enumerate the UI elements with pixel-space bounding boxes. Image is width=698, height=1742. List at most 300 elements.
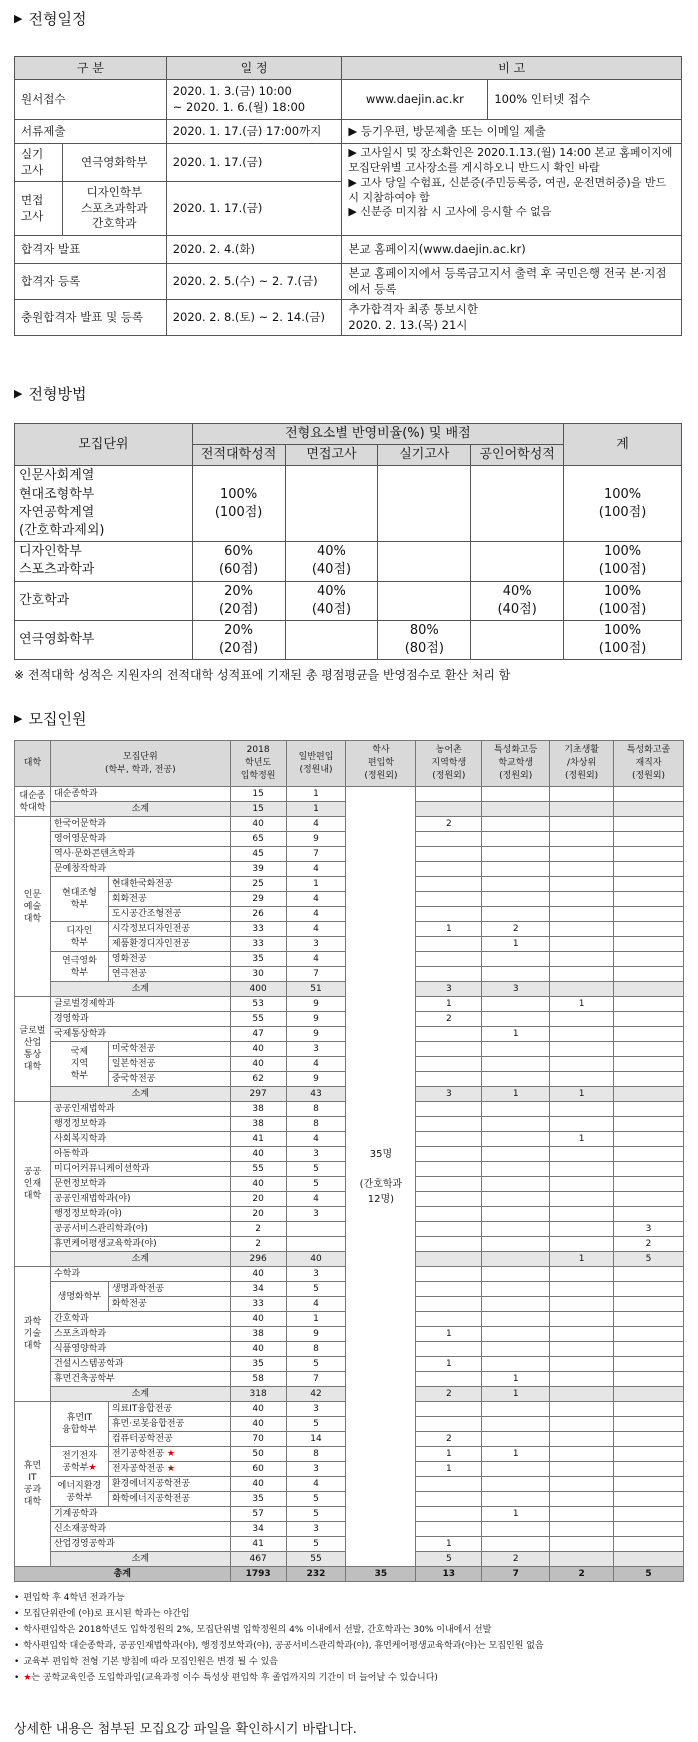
transfer-count: 4	[286, 817, 346, 832]
vocational-count: 2	[482, 922, 550, 937]
welfare-count	[550, 1222, 614, 1237]
worker-count	[614, 1147, 684, 1162]
quota-2018: 20	[230, 1207, 286, 1222]
recruit-header-cell: 학사 편입학 (정원외)	[346, 741, 416, 787]
unit-name: 글로벌경제학과	[50, 997, 230, 1012]
quota-2018: 40	[230, 1417, 286, 1432]
method-row	[15, 466, 682, 542]
quota-2018: 40	[230, 1477, 286, 1492]
quota-2018: 57	[230, 1507, 286, 1522]
rural-count	[416, 1402, 482, 1417]
quota-2018: 65	[230, 832, 286, 847]
transfer-count: 4	[286, 1132, 346, 1147]
rural-count	[416, 967, 482, 982]
rural-count	[416, 1057, 482, 1072]
rural-count	[416, 937, 482, 952]
star-icon: ★	[23, 1673, 32, 1683]
quota-2018: 30	[230, 967, 286, 982]
welfare-count	[550, 1372, 614, 1387]
worker-count	[614, 1027, 684, 1042]
vocational-count	[482, 907, 550, 922]
quota-2018: 35	[230, 952, 286, 967]
welfare-count	[550, 1297, 614, 1312]
subtotal-value: 297	[230, 1087, 286, 1102]
college-name: 인문 예술 대학	[15, 817, 51, 997]
rural-count	[416, 1177, 482, 1192]
welfare-count	[550, 1492, 614, 1507]
language-score: 40% (40점)	[471, 581, 564, 620]
bullet-icon: •	[14, 1625, 20, 1635]
vocational-count	[482, 1222, 550, 1237]
welfare-count	[550, 1177, 614, 1192]
rural-count	[416, 1417, 482, 1432]
language-score	[471, 466, 564, 542]
quota-2018: 2	[230, 1237, 286, 1252]
interview-score	[285, 620, 378, 659]
worker-count	[614, 1462, 684, 1477]
welfare-count: 1	[550, 997, 614, 1012]
quota-2018: 40	[230, 1177, 286, 1192]
worker-count	[614, 922, 684, 937]
welfare-count	[550, 877, 614, 892]
welfare-count: 1	[550, 1132, 614, 1147]
star-icon: ★	[166, 1464, 175, 1474]
transfer-count: 4	[286, 1297, 346, 1312]
triangle-bullet-icon: ▶	[14, 387, 23, 400]
subtotal-label: 소계	[50, 1387, 230, 1402]
worker-count	[614, 1372, 684, 1387]
worker-count	[614, 1342, 684, 1357]
transfer-count: 5	[286, 1507, 346, 1522]
college-name: 글로벌 산업 통상 대학	[15, 997, 51, 1102]
method-header-unit: 모집단위	[15, 424, 193, 466]
vocational-count	[482, 1402, 550, 1417]
transfer-count: 4	[286, 922, 346, 937]
division-name: 휴먼IT 융합학부	[50, 1402, 108, 1447]
quota-2018: 38	[230, 1117, 286, 1132]
transfer-count: 3	[286, 1042, 346, 1057]
quota-2018: 35	[230, 1492, 286, 1507]
unit-name: 수학과	[50, 1267, 230, 1282]
welfare-count	[550, 1432, 614, 1447]
vocational-count	[482, 1267, 550, 1282]
worker-count: 2	[614, 1237, 684, 1252]
quota-2018: 60	[230, 1462, 286, 1477]
major-name: 컴퓨터공학전공	[108, 1432, 230, 1447]
transfer-count: 9	[286, 1327, 346, 1342]
bullet-icon: •	[14, 1641, 20, 1651]
unit-name: 식품영양학과	[50, 1342, 230, 1357]
unit-name: 문예창작학과	[50, 862, 230, 877]
rural-count	[416, 1237, 482, 1252]
practical-score: 80% (80점)	[378, 620, 471, 659]
schedule-header-date: 일 정	[166, 57, 342, 80]
transfer-count: 7	[286, 967, 346, 982]
transfer-count: 3	[286, 1462, 346, 1477]
subtotal-value: 43	[286, 1087, 346, 1102]
transfer-count: 4	[286, 1192, 346, 1207]
unit-name: 문헌정보학과	[50, 1177, 230, 1192]
welfare-count	[550, 1237, 614, 1252]
recruit-header-cell: 특성화고졸 재직자 (정원외)	[614, 741, 684, 787]
recruit-header-cell: 2018 학년도 입학정원	[230, 741, 286, 787]
quota-2018: 47	[230, 1027, 286, 1042]
major-name: 휴먼·로봇융합전공	[108, 1417, 230, 1432]
quota-2018: 40	[230, 1402, 286, 1417]
worker-count	[614, 1477, 684, 1492]
grand-total-value: 232	[286, 1567, 346, 1582]
major-name: 환경에너지공학전공	[108, 1477, 230, 1492]
schedule-header-note: 비 고	[342, 57, 682, 80]
rural-count: 1	[416, 1357, 482, 1372]
worker-count	[614, 1312, 684, 1327]
vocational-count: 1	[482, 937, 550, 952]
worker-count	[614, 997, 684, 1012]
major-name: 연극전공	[108, 967, 230, 982]
rural-count	[416, 1507, 482, 1522]
method-row	[15, 542, 682, 581]
welfare-count	[550, 1027, 614, 1042]
note-item	[14, 1590, 544, 1606]
vocational-count	[482, 1237, 550, 1252]
rural-count	[416, 1222, 482, 1237]
rural-count	[416, 1102, 482, 1117]
recruit-header-row	[15, 741, 684, 787]
vocational-count	[482, 1327, 550, 1342]
rural-count: 1	[416, 1537, 482, 1552]
major-name: 화학에너지공학전공	[108, 1492, 230, 1507]
vocational-count	[482, 877, 550, 892]
worker-count	[614, 1282, 684, 1297]
worker-count	[614, 832, 684, 847]
welfare-count	[550, 892, 614, 907]
rural-count	[416, 1372, 482, 1387]
rural-count	[416, 1477, 482, 1492]
rural-count	[416, 1072, 482, 1087]
vocational-count	[482, 862, 550, 877]
note-text: 모집단위란에 (야)로 표시된 학과는 야간임	[23, 1609, 190, 1619]
unit-name: 기계공학과	[50, 1507, 230, 1522]
grade-score: 60% (60점)	[192, 542, 285, 581]
method-row	[15, 581, 682, 620]
welfare-count	[550, 1102, 614, 1117]
subtotal-value	[482, 1252, 550, 1267]
worker-count	[614, 1072, 684, 1087]
rural-count	[416, 1342, 482, 1357]
schedule-row-docs: 서류제출 2020. 1. 17.(금) 17:00까지 ▶ 등기우편, 방문제출 또는 이메일 제출	[15, 120, 682, 144]
note-item	[14, 1670, 544, 1686]
worker-count	[614, 1162, 684, 1177]
note-text: 학사편입학은 2018학년도 입학정원의 2%, 모집단위별 입학정원의 4% 이내에서 선발, 간호학과는 30% 이내에서 선발	[23, 1625, 492, 1635]
bullet-icon: •	[14, 1657, 20, 1667]
welfare-count	[550, 907, 614, 922]
subtotal-value: 1	[482, 1387, 550, 1402]
subtotal-value	[416, 802, 482, 817]
subtotal-value	[550, 1552, 614, 1567]
vocational-count	[482, 1162, 550, 1177]
rural-count: 2	[416, 1012, 482, 1027]
major-name: 회화전공	[108, 892, 230, 907]
vocational-count	[482, 1432, 550, 1447]
unit-name: 산업경영공학과	[50, 1537, 230, 1552]
major-name: 화학전공	[108, 1297, 230, 1312]
bullet-icon: •	[14, 1609, 20, 1619]
subtotal-value: 1	[550, 1087, 614, 1102]
quota-2018: 29	[230, 892, 286, 907]
subtotal-value: 51	[286, 982, 346, 997]
method-unit: 인문사회계열 현대조형학부 자연공학계열 (간호학과제외)	[15, 466, 193, 542]
language-score	[471, 542, 564, 581]
vocational-count	[482, 1342, 550, 1357]
grand-total-value: 13	[416, 1567, 482, 1582]
subtotal-value: 1	[482, 1087, 550, 1102]
interview-score: 40% (40점)	[285, 581, 378, 620]
worker-count	[614, 1447, 684, 1462]
bottom-message: 상세한 내용은 첨부된 모집요강 파일을 확인하시기 바랍니다.	[14, 1722, 357, 1737]
welfare-count	[550, 1357, 614, 1372]
welfare-count	[550, 1117, 614, 1132]
vocational-count	[482, 1312, 550, 1327]
quota-2018: 41	[230, 1132, 286, 1147]
transfer-count: 5	[286, 1417, 346, 1432]
unit-name: 경영학과	[50, 1012, 230, 1027]
subtotal-value	[614, 1387, 684, 1402]
worker-count	[614, 907, 684, 922]
worker-count	[614, 1297, 684, 1312]
vocational-count	[482, 952, 550, 967]
note-item	[14, 1606, 544, 1622]
total-score: 100% (100점)	[564, 542, 682, 581]
rural-count: 1	[416, 922, 482, 937]
subtotal-value	[416, 1252, 482, 1267]
language-score	[471, 620, 564, 659]
interview-score	[285, 466, 378, 542]
rural-count	[416, 1147, 482, 1162]
triangle-bullet-icon: ▶	[14, 12, 23, 25]
subtotal-value: 1	[550, 1252, 614, 1267]
practical-score	[378, 581, 471, 620]
major-name: 제품환경디자인전공	[108, 937, 230, 952]
vocational-count	[482, 1102, 550, 1117]
note-text: ★는 공학교육인증 도입학과임(교육과정 이수 특성상 편입학 후 졸업까지의 기간이 더 늘어날 수 있습니다)	[23, 1673, 438, 1683]
worker-count: 3	[614, 1222, 684, 1237]
transfer-count: 3	[286, 1147, 346, 1162]
vocational-count	[482, 1057, 550, 1072]
method-header-group: 전형요소별 반영비율(%) 및 배점	[192, 424, 563, 445]
note-text: 학사편입학 대순종학과, 공공인재법학과(야), 행정정보학과(야), 공공서비스관리학과(야), 휴먼케어평생교육학과(야)는 모집인원 없음	[23, 1641, 544, 1651]
method-row	[15, 620, 682, 659]
quota-2018: 55	[230, 1162, 286, 1177]
recruit-header-cell: 특성화고등 학교학생 (정원외)	[482, 741, 550, 787]
quota-2018: 38	[230, 1327, 286, 1342]
transfer-count: 8	[286, 1447, 346, 1462]
worker-count	[614, 1117, 684, 1132]
method-header-total: 계	[564, 424, 682, 466]
rural-count	[416, 832, 482, 847]
worker-count	[614, 862, 684, 877]
subtotal-label: 소계	[50, 1252, 230, 1267]
quota-2018: 34	[230, 1522, 286, 1537]
unit-name: 영어영문학과	[50, 832, 230, 847]
subtotal-value: 2	[482, 1552, 550, 1567]
method-table: 모집단위 전형요소별 반영비율(%) 및 배점 계 전적대학성적 면접고사 실기고사 공인어학성적 인문사회계열 현대조형학부 자연공학계열 (간호학과제외) 100% (100점) 100% (100점) 디자인학부 스포츠과학과 60% (60점) 40% (40점) 100% (100점) 간호학과 20% (20점) 40% (40점) 40% (40점) 100% (100점) 연극영화학부 20% (20점) 80% (80점) 100% (100점)	[14, 423, 682, 660]
recruit-header-cell: 대학	[15, 741, 51, 787]
unit-name: 사회복지학과	[50, 1132, 230, 1147]
welfare-count	[550, 817, 614, 832]
vocational-count	[482, 1462, 550, 1477]
subtotal-value	[614, 1552, 684, 1567]
rural-count	[416, 952, 482, 967]
transfer-count: 5	[286, 1537, 346, 1552]
grand-total-value: 7	[482, 1567, 550, 1582]
worker-count	[614, 1402, 684, 1417]
rural-count	[416, 1042, 482, 1057]
worker-count	[614, 1057, 684, 1072]
rural-count: 2	[416, 1432, 482, 1447]
worker-count	[614, 1267, 684, 1282]
transfer-count	[286, 1222, 346, 1237]
worker-count	[614, 1012, 684, 1027]
welfare-count	[550, 832, 614, 847]
unit-name: 미디어커뮤니케이션학과	[50, 1162, 230, 1177]
welfare-count	[550, 1522, 614, 1537]
rural-count	[416, 1132, 482, 1147]
notes-list	[14, 1590, 544, 1686]
quota-2018: 38	[230, 1102, 286, 1117]
transfer-count: 8	[286, 1102, 346, 1117]
bachelor-transfer-note: 35명 (간호학과 12명)	[346, 787, 416, 1567]
transfer-count: 9	[286, 1012, 346, 1027]
quota-2018: 25	[230, 877, 286, 892]
schedule-header-category: 구 분	[15, 57, 167, 80]
unit-name: 공공서비스관리학과(야)	[50, 1222, 230, 1237]
quota-2018: 15	[230, 787, 286, 802]
subtotal-value	[614, 802, 684, 817]
vocational-count: 1	[482, 1447, 550, 1462]
quota-2018: 33	[230, 922, 286, 937]
grand-total-value: 1793	[230, 1567, 286, 1582]
worker-count	[614, 952, 684, 967]
rural-count	[416, 1162, 482, 1177]
rural-count	[416, 1282, 482, 1297]
note-text: 편입학 후 4학년 전과가능	[23, 1593, 125, 1603]
transfer-count: 5	[286, 1492, 346, 1507]
rural-count	[416, 1192, 482, 1207]
subtotal-value: 318	[230, 1387, 286, 1402]
transfer-count: 9	[286, 997, 346, 1012]
subtotal-value: 42	[286, 1387, 346, 1402]
quota-2018: 58	[230, 1372, 286, 1387]
grand-total-value: 2	[550, 1567, 614, 1582]
recruit-header-cell: 일반편입 (정원내)	[286, 741, 346, 787]
welfare-count	[550, 787, 614, 802]
schedule-row-announce: 합격자 발표 2020. 2. 4.(화) 본교 홈페이지(www.daejin.ac.kr)	[15, 236, 682, 264]
subtotal-value: 3	[482, 982, 550, 997]
division-name: 국제 지역 학부	[50, 1042, 108, 1087]
quota-2018: 62	[230, 1072, 286, 1087]
schedule-row-additional: 충원합격자 발표 및 등록 2020. 2. 8.(토) ~ 2. 14.(금) 추가합격자 최종 통보시한 2020. 2. 13.(목) 21시	[15, 300, 682, 336]
vocational-count: 1	[482, 1027, 550, 1042]
welfare-count	[550, 1147, 614, 1162]
method-section-title: ▶ 전형방법	[14, 385, 87, 403]
unit-name: 아동학과	[50, 1147, 230, 1162]
welfare-count	[550, 937, 614, 952]
schedule-row-interview: 면접 고사 디자인학부 스포츠과학과 간호학과 2020. 1. 17.(금)	[15, 182, 682, 236]
recruit-header-cell: 기초생활 /차상위 (정원외)	[550, 741, 614, 787]
welfare-count	[550, 1477, 614, 1492]
bullet-icon: •	[14, 1593, 20, 1603]
vocational-count	[482, 1537, 550, 1552]
quota-2018: 70	[230, 1432, 286, 1447]
note-item	[14, 1622, 544, 1638]
quota-2018: 40	[230, 1312, 286, 1327]
subtotal-value: 5	[416, 1552, 482, 1567]
transfer-count: 4	[286, 1057, 346, 1072]
schedule-row-practical: 실기 고사 연극영화학부 2020. 1. 17.(금) ▶ 고사일시 및 장소확인은 2020.1.13.(월) 14:00 본교 홈페이지에 모집단위별 고사장소를 게시하오니 반드시 확인 바람 ▶ 고사 당일 수험표, 신분증(주민등록증, 여권, 운전면허증)을 반드시 지참하여야 함 ▶ 신분증 미지참 시 고사에 응시할 수 없음	[15, 144, 682, 182]
transfer-count: 3	[286, 937, 346, 952]
vocational-count	[482, 787, 550, 802]
vocational-count: 1	[482, 1372, 550, 1387]
star-icon: ★	[88, 1462, 97, 1473]
rural-count	[416, 1117, 482, 1132]
recruit-header-cell: 농어촌 지역학생 (정원외)	[416, 741, 482, 787]
schedule-row-apply: 원서접수 2020. 1. 3.(금) 10:00 ~ 2020. 1. 6.(월) 18:00 www.daejin.ac.kr 100% 인터넷 접수	[15, 80, 682, 120]
major-name: 현대한국화전공	[108, 877, 230, 892]
major-name: 도시공간조형전공	[108, 907, 230, 922]
worker-count	[614, 1102, 684, 1117]
subtotal-value	[550, 1387, 614, 1402]
transfer-count: 14	[286, 1432, 346, 1447]
welfare-count	[550, 1327, 614, 1342]
vocational-count	[482, 967, 550, 982]
worker-count	[614, 787, 684, 802]
vocational-count	[482, 1117, 550, 1132]
transfer-count: 1	[286, 787, 346, 802]
welfare-count	[550, 1312, 614, 1327]
quota-2018: 53	[230, 997, 286, 1012]
worker-count	[614, 1132, 684, 1147]
welfare-count	[550, 1507, 614, 1522]
quota-2018: 40	[230, 1267, 286, 1282]
quota-2018: 40	[230, 1057, 286, 1072]
subtotal-value	[550, 982, 614, 997]
schedule-header-row	[15, 57, 682, 80]
worker-count	[614, 937, 684, 952]
worker-count	[614, 1357, 684, 1372]
rural-count	[416, 892, 482, 907]
welfare-count	[550, 1417, 614, 1432]
rural-count	[416, 1027, 482, 1042]
vocational-count	[482, 1492, 550, 1507]
vocational-count	[482, 1147, 550, 1162]
college-name: 과학 기술 대학	[15, 1267, 51, 1402]
vocational-count	[482, 1012, 550, 1027]
rural-count: 2	[416, 817, 482, 832]
division-name: 현대조형 학부	[50, 877, 108, 922]
subtotal-value: 2	[416, 1387, 482, 1402]
worker-count	[614, 1492, 684, 1507]
grade-score: 20% (20점)	[192, 581, 285, 620]
transfer-count: 9	[286, 1072, 346, 1087]
major-name: 중국학전공	[108, 1072, 230, 1087]
vocational-count	[482, 1477, 550, 1492]
subtotal-value: 296	[230, 1252, 286, 1267]
grand-total-label: 총계	[15, 1567, 231, 1582]
worker-count	[614, 1507, 684, 1522]
transfer-count: 1	[286, 877, 346, 892]
welfare-count	[550, 922, 614, 937]
note-text: 교육부 편입학 전형 기본 방침에 따라 모집인원은 변경 될 수 있음	[23, 1657, 278, 1667]
